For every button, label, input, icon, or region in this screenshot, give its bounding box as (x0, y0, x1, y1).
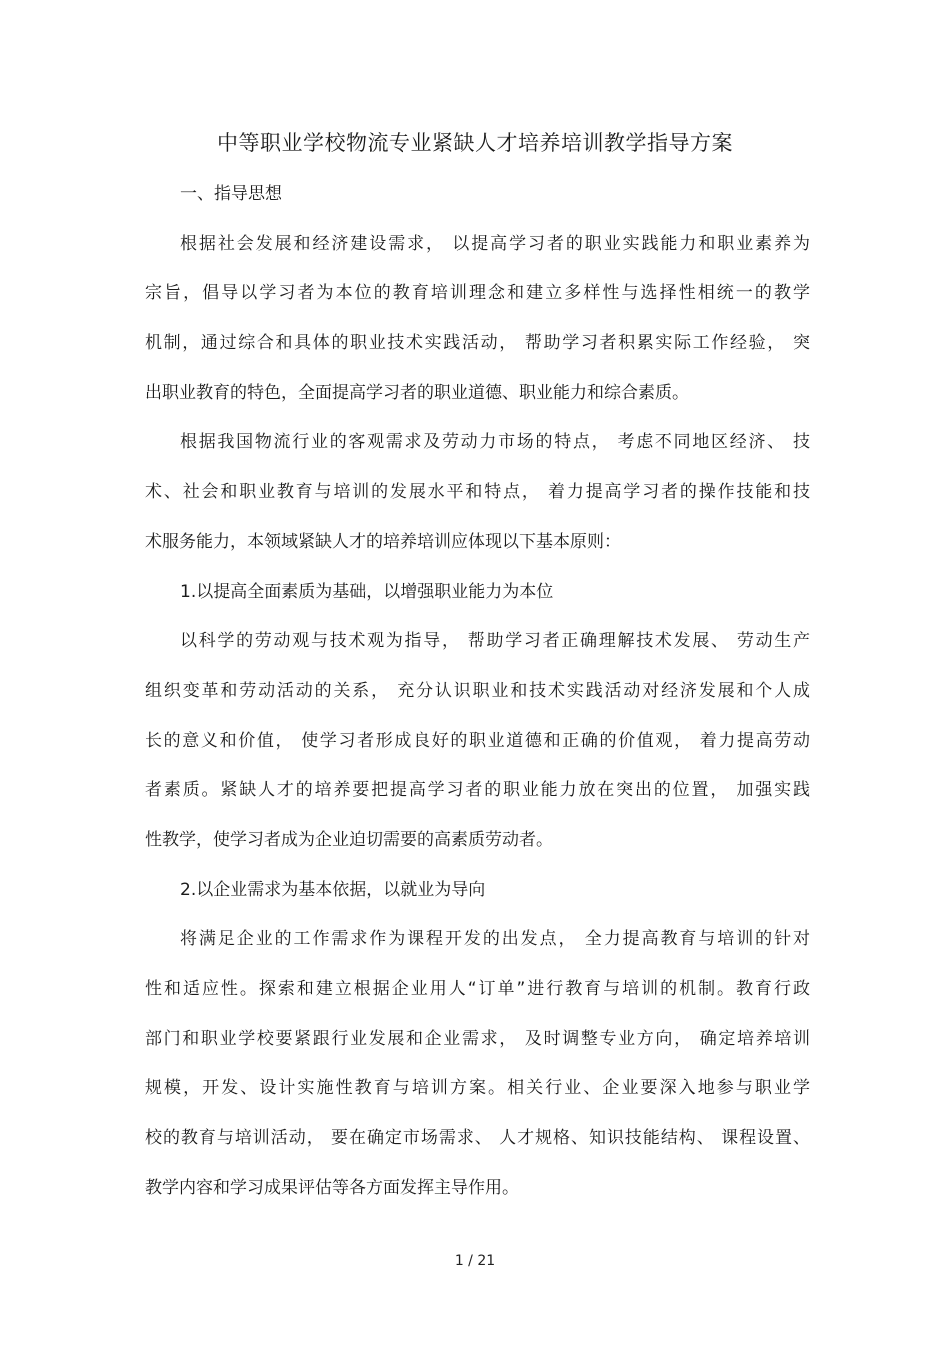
text-line: 出职业教育的特色，全面提高学习者的职业道德、职业能力和综合素质。 (145, 382, 689, 403)
page-number: 1 / 21 (454, 1253, 496, 1269)
text-line: 根据我国物流行业的客观需求及劳动力市场的特点， 考虑不同地区经济、 技 (180, 432, 810, 453)
text-line: 机制，通过综合和具体的职业技术实践活动， 帮助学习者积累实际工作经验， 突 (145, 333, 810, 354)
text-line: 规模，开发、设计实施性教育与培训方案。相关行业、企业要深入地参与职业学 (145, 1078, 810, 1099)
text-line: 1.以提高全面素质为基础，以增强职业能力为本位 (180, 581, 554, 602)
text-line: 一、指导思想 (180, 184, 282, 204)
text-line: 根据社会发展和经济建设需求， 以提高学习者的职业实践能力和职业素养为 (180, 233, 810, 254)
text-line: 长的意义和价值， 使学习者形成良好的职业道德和正确的价值观， 着力提高劳动 (145, 730, 810, 751)
text-line: 教学内容和学习成果评估等各方面发挥主导作用。 (145, 1177, 519, 1198)
text-line: 以科学的劳动观与技术观为指导， 帮助学习者正确理解技术发展、 劳动生产 (180, 631, 810, 652)
text-line: 者素质。紧缺人才的培养要把提高学习者的职业能力放在突出的位置， 加强实践 (145, 780, 810, 801)
text-line: 性教学，使学习者成为企业迫切需要的高素质劳动者。 (145, 829, 553, 850)
text-line: 性和适应性。探索和建立根据企业用人“订单”进行教育与培训的机制。教育行政 (145, 979, 810, 999)
text-line: 术、社会和职业教育与培训的发展水平和特点， 着力提高学习者的操作技能和技 (145, 482, 810, 503)
text-line: 部门和职业学校要紧跟行业发展和企业需求， 及时调整专业方向， 确定培养培训 (145, 1028, 810, 1049)
text-line: 组织变革和劳动活动的关系， 充分认识职业和技术实践活动对经济发展和个人成 (145, 680, 810, 701)
text-line: 校的教育与培训活动， 要在确定市场需求、 人才规格、知识技能结构、 课程设置、 (145, 1128, 810, 1149)
text-line: 宗旨，倡导以学习者为本位的教育培训理念和建立多样性与选择性相统一的教学 (145, 283, 810, 304)
document-body (145, 176, 810, 1219)
text-line: 术服务能力，本领域紧缺人才的培养培训应体现以下基本原则： (145, 531, 621, 552)
text-line: 2.以企业需求为基本依据，以就业为导向 (180, 879, 486, 900)
text-line: 将满足企业的工作需求作为课程开发的出发点， 全力提高教育与培训的针对 (180, 929, 810, 950)
document-title: 中等职业学校物流专业紧缺人才培养培训教学指导方案 (217, 131, 733, 155)
